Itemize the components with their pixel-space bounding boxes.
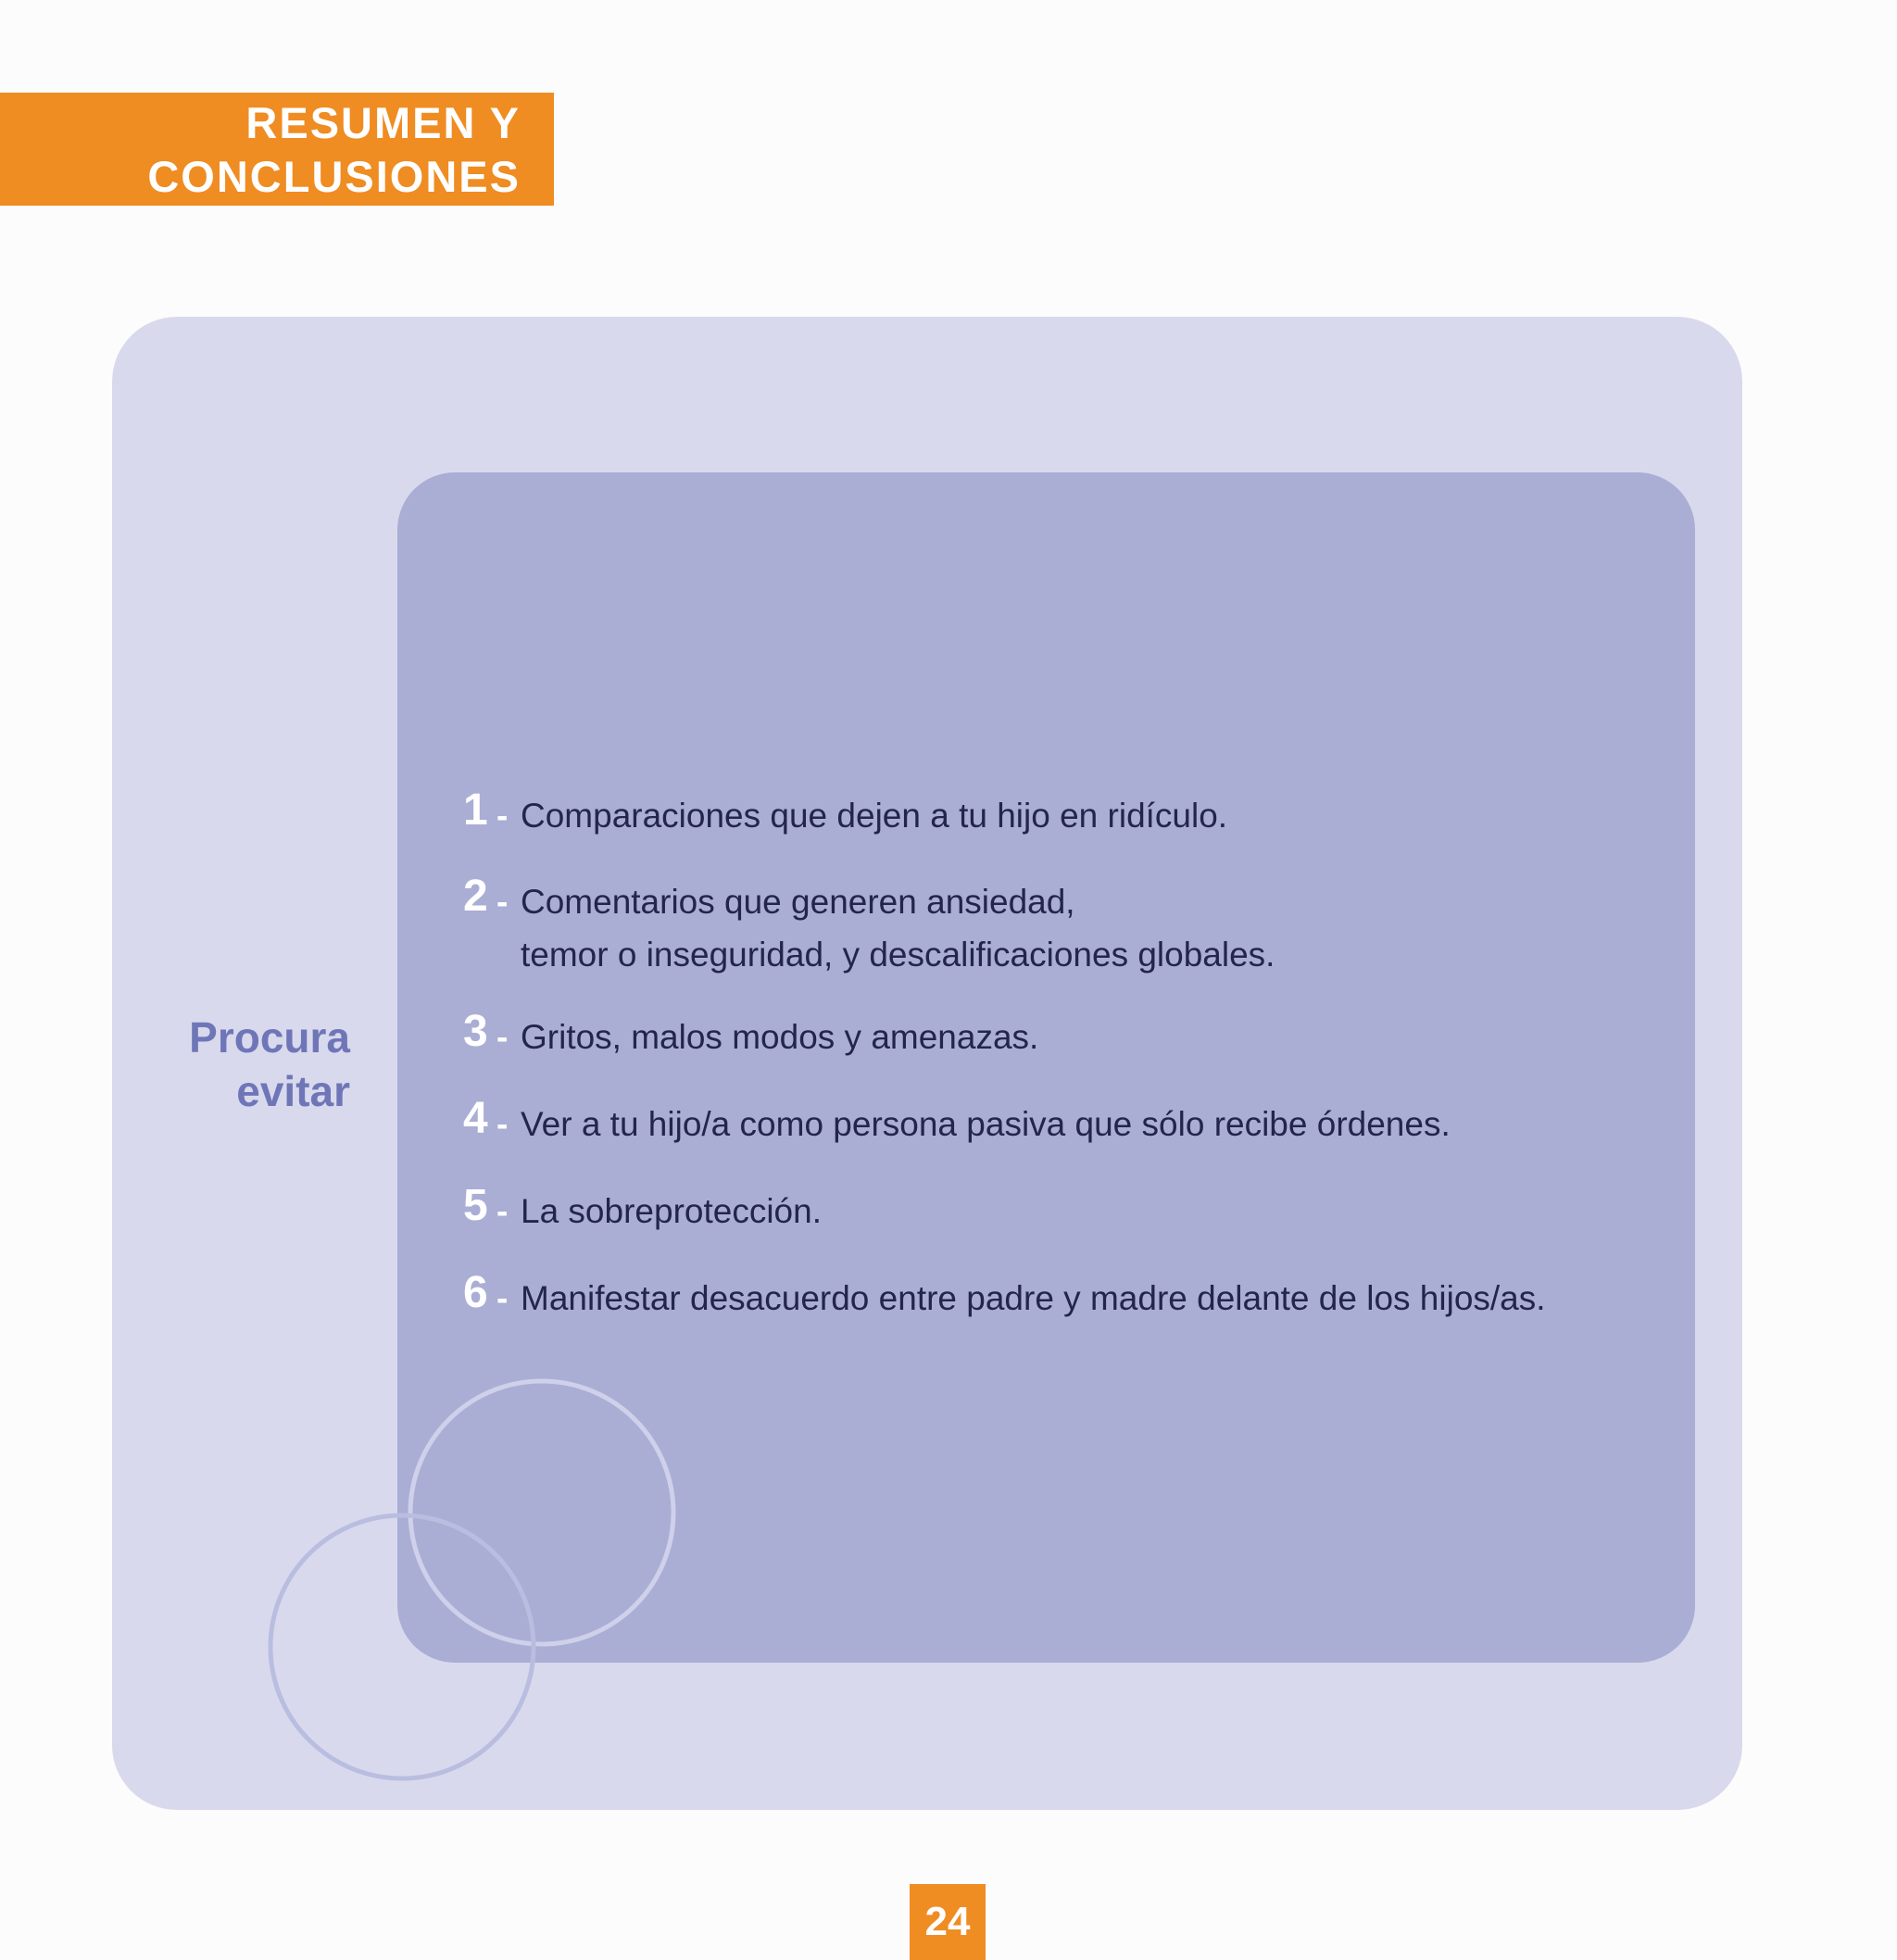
item-number: 4 — [463, 1094, 488, 1143]
item-text: La sobreprotección. — [521, 1192, 822, 1230]
item-separator: - — [496, 1018, 509, 1056]
item-separator: - — [496, 1192, 509, 1230]
item-text-continuation: temor o inseguridad, y descalificaciones globales. — [521, 936, 1275, 974]
item-text: Manifestar desacuerdo entre padre y madre delante de los hijos/as. — [521, 1279, 1546, 1317]
item-text: Comentarios que generen ansiedad, — [521, 883, 1075, 921]
item-number: 2 — [463, 872, 488, 921]
heading-line-2: evitar — [236, 1067, 350, 1115]
item-number: 6 — [463, 1268, 488, 1317]
heading-line-1: Procura — [189, 1013, 350, 1062]
item-text: Ver a tu hijo/a como persona pasiva que sólo recibe órdenes. — [521, 1105, 1451, 1143]
item-separator: - — [496, 1279, 509, 1317]
list-item — [463, 1094, 1686, 1150]
item-separator: - — [496, 1105, 509, 1143]
list-item — [463, 1268, 1686, 1325]
page-number-badge: 24 — [910, 1884, 986, 1960]
section-header-tab — [0, 93, 554, 206]
list-item — [463, 785, 1686, 842]
list-item — [463, 872, 1686, 981]
item-number: 5 — [463, 1181, 488, 1230]
list-item — [463, 1181, 1686, 1238]
item-separator: - — [496, 883, 509, 921]
item-number: 3 — [463, 1007, 488, 1056]
item-number: 1 — [463, 785, 488, 835]
item-text: Comparaciones que dejen a tu hijo en ridículo. — [521, 797, 1228, 835]
item-text: Gritos, malos modos y amenazas. — [521, 1018, 1039, 1056]
item-separator: - — [496, 797, 509, 835]
section-title-line-1: RESUMEN Y — [245, 98, 521, 147]
section-title-line-2: CONCLUSIONES — [147, 152, 521, 201]
inner-list-panel — [397, 472, 1695, 1663]
procura-evitar-heading — [148, 1011, 350, 1118]
list-item — [463, 1007, 1686, 1063]
